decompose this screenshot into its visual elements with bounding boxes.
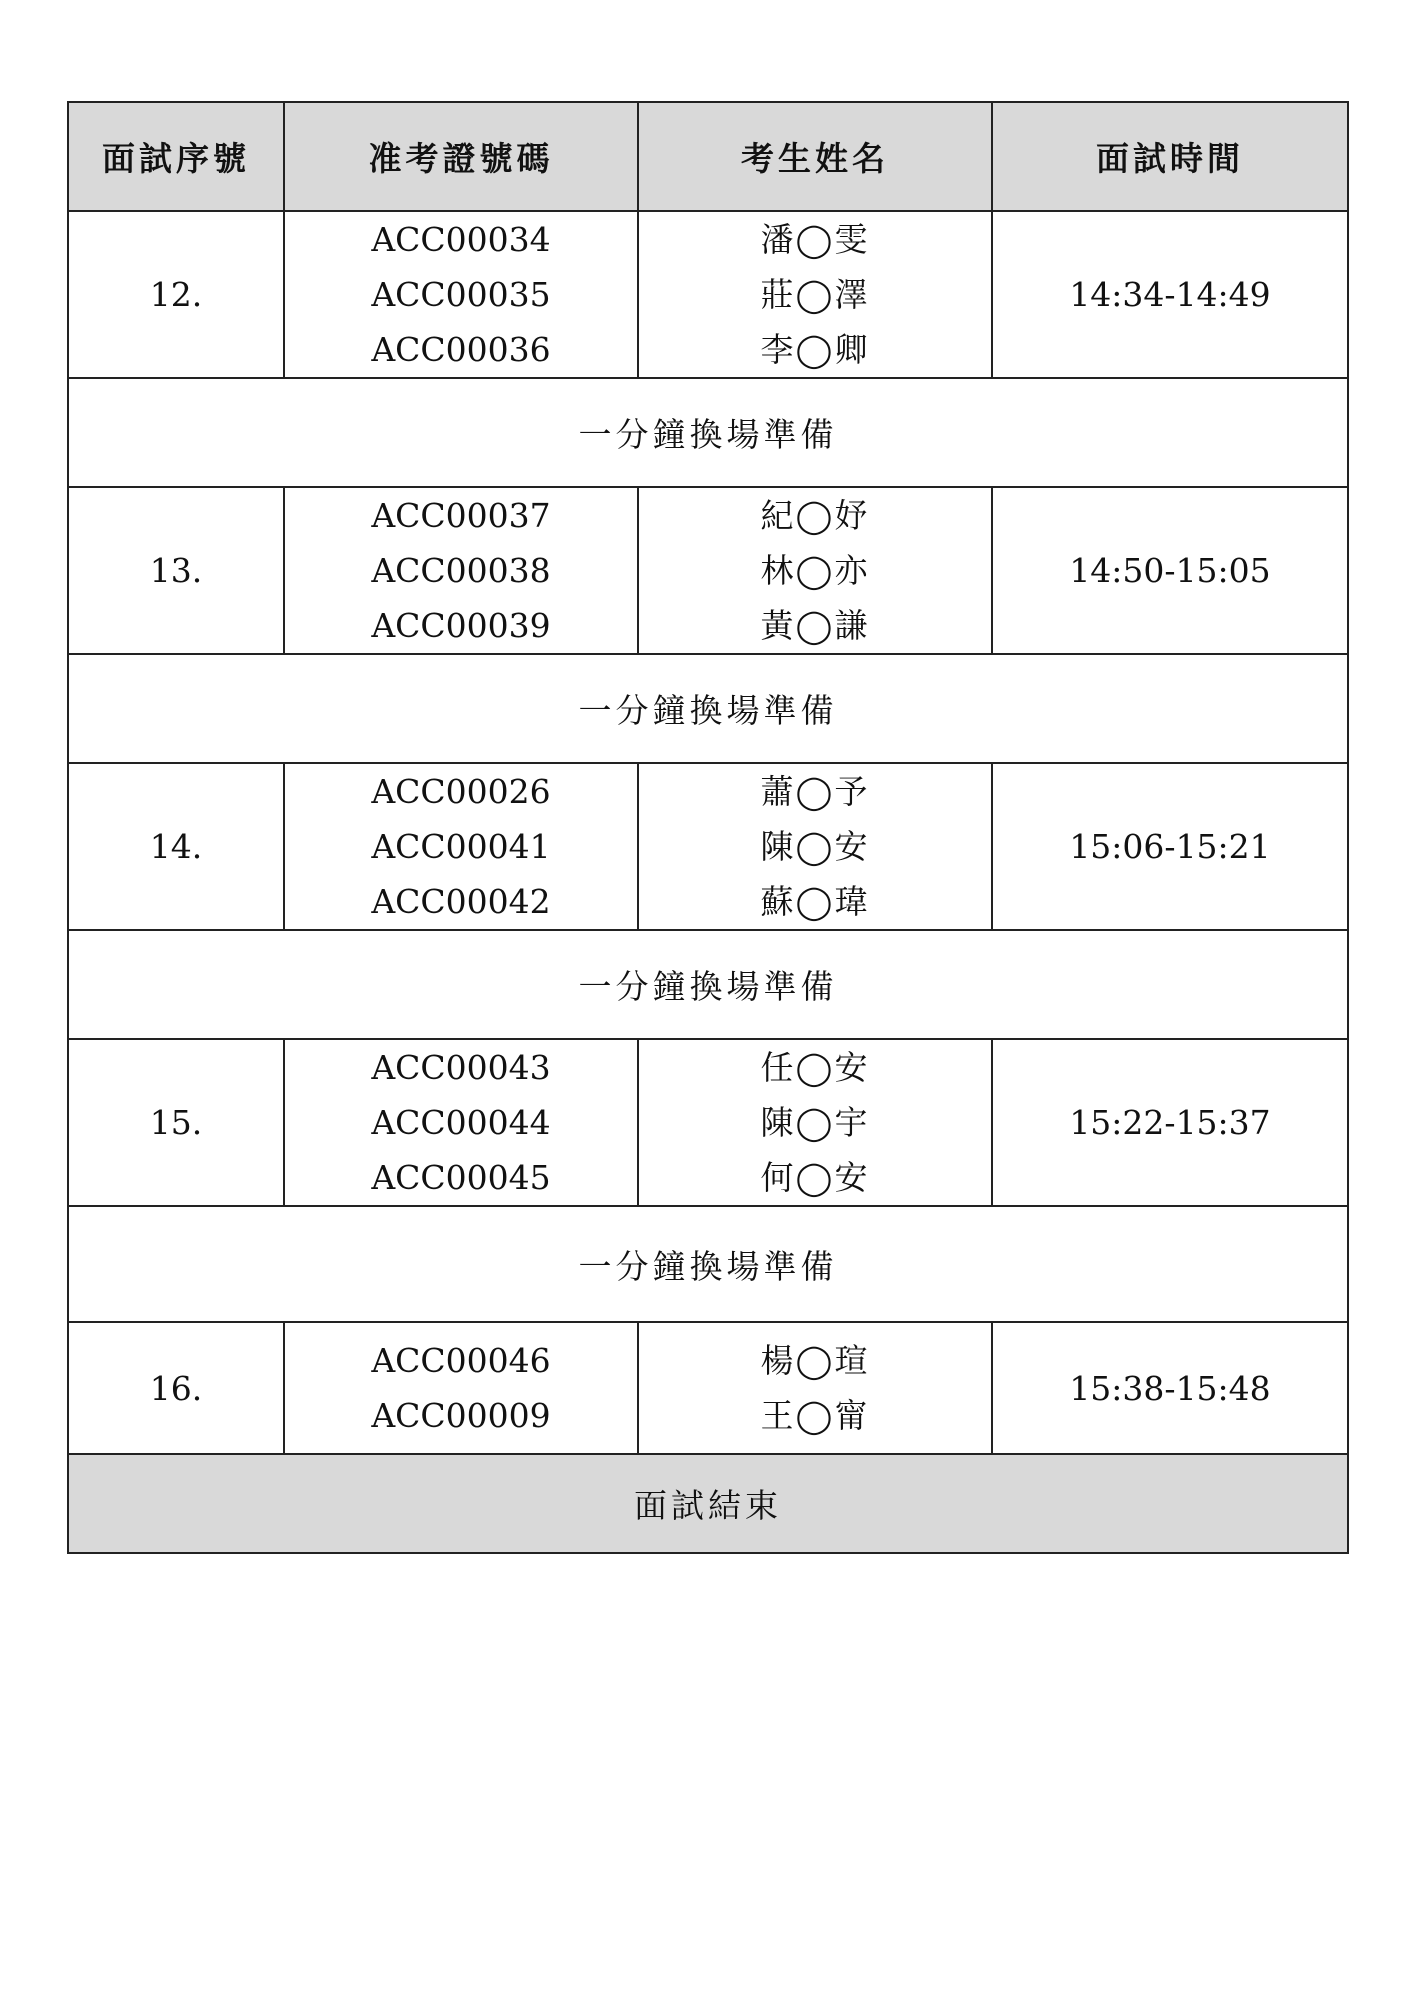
admission-ticket-number: ACC00026 — [371, 772, 551, 811]
interview-time: 15:06-15:21 — [992, 763, 1348, 930]
admission-ticket-number: ACC00038 — [371, 551, 551, 590]
admission-ticket-numbers — [284, 763, 638, 930]
admission-ticket-number: ACC00041 — [371, 827, 551, 866]
candidate-name: 王◯甯 — [760, 1396, 870, 1435]
table-row — [68, 1039, 1348, 1206]
header-candidate-name: 考生姓名 — [638, 102, 992, 211]
end-text: 面試結束 — [68, 1454, 1348, 1553]
admission-ticket-number: ACC00043 — [371, 1048, 551, 1087]
table-row — [68, 487, 1348, 654]
candidate-name: 蕭◯予 — [760, 772, 870, 811]
candidate-name: 陳◯宇 — [760, 1103, 870, 1142]
interview-number: 14. — [68, 763, 284, 930]
admission-ticket-number: ACC00037 — [371, 496, 551, 535]
admission-ticket-numbers — [284, 211, 638, 378]
interview-number: 12. — [68, 211, 284, 378]
admission-ticket-number: ACC00045 — [371, 1158, 551, 1197]
candidate-name: 莊◯澤 — [760, 275, 870, 314]
admission-ticket-numbers — [284, 487, 638, 654]
admission-ticket-number: ACC00036 — [371, 330, 551, 369]
admission-ticket-number: ACC00034 — [371, 220, 551, 259]
admission-ticket-number: ACC00044 — [371, 1103, 551, 1142]
candidate-names — [638, 1322, 992, 1454]
candidate-names — [638, 211, 992, 378]
header-row — [68, 102, 1348, 211]
candidate-names — [638, 487, 992, 654]
interview-number: 15. — [68, 1039, 284, 1206]
interview-time: 15:38-15:48 — [992, 1322, 1348, 1454]
interview-schedule-table — [67, 101, 1349, 1554]
admission-ticket-number: ACC00042 — [371, 882, 551, 921]
break-row — [68, 378, 1348, 487]
candidate-name: 紀◯妤 — [760, 496, 870, 535]
admission-ticket-number: ACC00035 — [371, 275, 551, 314]
admission-ticket-numbers — [284, 1039, 638, 1206]
admission-ticket-number: ACC00046 — [371, 1341, 551, 1380]
candidate-name: 楊◯瑄 — [760, 1341, 870, 1380]
break-text: 一分鐘換場準備 — [68, 1206, 1348, 1322]
interview-time: 15:22-15:37 — [992, 1039, 1348, 1206]
break-row — [68, 1206, 1348, 1322]
table-row — [68, 763, 1348, 930]
candidate-name: 蘇◯瑋 — [760, 882, 870, 921]
candidate-name: 林◯亦 — [760, 551, 870, 590]
table-row — [68, 1322, 1348, 1454]
header-interview-time: 面試時間 — [992, 102, 1348, 211]
admission-ticket-numbers — [284, 1322, 638, 1454]
end-row — [68, 1454, 1348, 1553]
candidate-name: 黃◯謙 — [760, 606, 870, 645]
admission-ticket-number: ACC00039 — [371, 606, 551, 645]
break-row — [68, 930, 1348, 1039]
header-admission-ticket-number: 准考證號碼 — [284, 102, 638, 211]
candidate-name: 李◯卿 — [760, 330, 870, 369]
break-text: 一分鐘換場準備 — [68, 378, 1348, 487]
break-row — [68, 654, 1348, 763]
admission-ticket-number: ACC00009 — [371, 1396, 551, 1435]
interview-number: 16. — [68, 1322, 284, 1454]
interview-number: 13. — [68, 487, 284, 654]
interview-time: 14:50-15:05 — [992, 487, 1348, 654]
break-text: 一分鐘換場準備 — [68, 930, 1348, 1039]
candidate-name: 何◯安 — [760, 1158, 870, 1197]
interview-time: 14:34-14:49 — [992, 211, 1348, 378]
candidate-name: 潘◯雯 — [760, 220, 870, 259]
candidate-name: 陳◯安 — [760, 827, 870, 866]
candidate-names — [638, 1039, 992, 1206]
break-text: 一分鐘換場準備 — [68, 654, 1348, 763]
header-interview-number: 面試序號 — [68, 102, 284, 211]
table-row — [68, 211, 1348, 378]
candidate-names — [638, 763, 992, 930]
candidate-name: 任◯安 — [760, 1048, 870, 1087]
